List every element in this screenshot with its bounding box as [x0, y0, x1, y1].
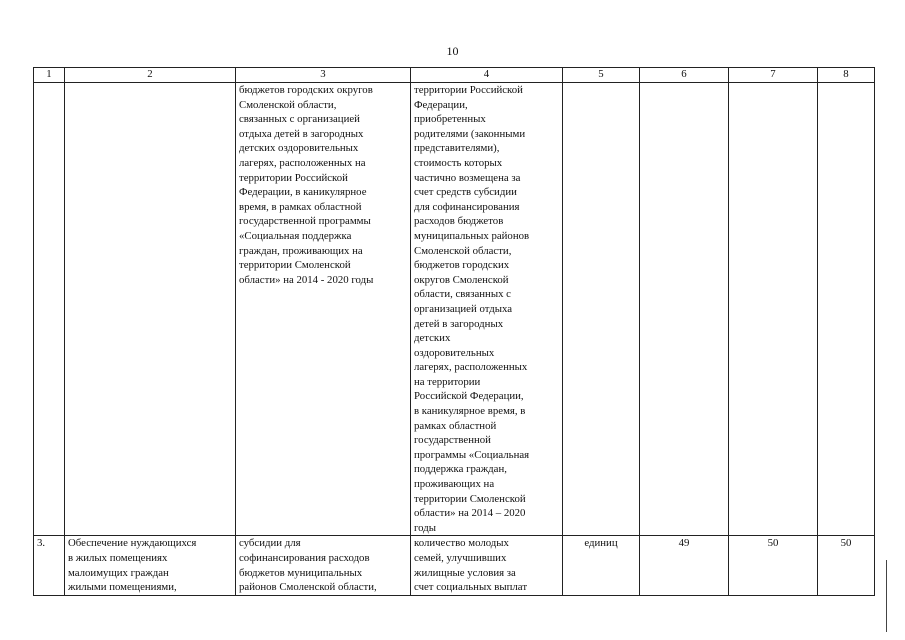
column-number: 5: [563, 68, 640, 83]
item-subsidy-cell: [236, 536, 411, 595]
column-number: 2: [65, 68, 236, 83]
table-cell: [65, 83, 236, 536]
column-number: 1: [34, 68, 65, 83]
cell-text: программы «Социальная: [414, 448, 530, 461]
cell-text: территории Российской: [239, 171, 348, 184]
cell-text: малоимущих граждан: [68, 566, 169, 579]
table-cell: [818, 83, 875, 536]
column-number: 7: [729, 68, 818, 83]
cell-text: связанных с организацией: [239, 113, 360, 126]
cell-text: для софинансирования: [414, 200, 520, 213]
cell-text: Российской Федерации,: [414, 390, 524, 403]
cell-text: проживающих на: [414, 478, 495, 491]
cell-text: приобретенных: [414, 113, 486, 126]
table-cell: [563, 83, 640, 536]
cell-text: лагерях, расположенных на: [239, 156, 366, 169]
cell-text: Смоленской области,: [239, 98, 337, 111]
cell-text: частично возмещена за: [414, 171, 521, 184]
cell-text: в жилых помещениях: [68, 552, 168, 564]
cell-text: бюджетов городских округов: [239, 84, 373, 96]
value-col8-cell: 50: [818, 536, 875, 595]
cell-text: рамках областной: [414, 419, 497, 432]
table-cell: [640, 83, 729, 536]
cell-text: области, связанных с: [414, 288, 511, 301]
cell-text: отдыха детей в загородных: [239, 127, 364, 140]
table-cell: [34, 83, 65, 536]
cell-text: количество молодых: [414, 537, 509, 550]
cell-text: территории Российской: [414, 84, 523, 96]
cell-text: бюджетов городских: [414, 259, 510, 272]
cell-text: лагерях, расположенных: [414, 361, 528, 374]
column-number: 8: [818, 68, 875, 83]
table-cell: [729, 83, 818, 536]
value-col7-cell: 50: [729, 536, 818, 595]
column-number: 6: [640, 68, 729, 83]
cell-text: детей в загородных: [414, 317, 504, 330]
row-number: 3.: [34, 536, 65, 595]
indicators-table: [33, 67, 875, 596]
cell-text: территории Смоленской: [239, 259, 351, 272]
cell-text: в каникулярное время, в: [414, 405, 526, 418]
item-name-cell: [65, 536, 236, 595]
cell-text: Федерации,: [414, 98, 468, 111]
cell-text: расходов бюджетов: [414, 215, 504, 228]
cell-text: «Социальная поддержка: [239, 229, 352, 242]
item-indicator-cell: [411, 536, 563, 595]
scan-edge-mark: [886, 560, 887, 632]
cell-text: счет средств субсидии: [414, 186, 517, 199]
column-number: 3: [236, 68, 411, 83]
cell-text: жилыми помещениями,: [68, 581, 177, 594]
cell-text: оздоровительных: [414, 346, 495, 359]
value-col6-cell: 49: [640, 536, 729, 595]
cell-text: субсидии для: [239, 537, 301, 550]
cell-text: бюджетов муниципальных: [239, 566, 363, 579]
page-number: 10: [446, 44, 459, 58]
table-row-item-3: [34, 536, 875, 595]
cell-text: округов Смоленской: [414, 273, 509, 286]
unit-cell: единиц: [563, 536, 640, 595]
cell-text: области» на 2014 - 2020 годы: [239, 273, 374, 286]
cell-text: Смоленской области,: [414, 244, 512, 257]
cell-text: Обеспечение нуждающихся: [68, 537, 197, 550]
column-number: 4: [411, 68, 563, 83]
cell-text: жилищные условия за: [414, 566, 516, 579]
cell-text: государственной: [414, 434, 491, 447]
column-number-row: [34, 68, 875, 83]
cell-text: годы: [414, 521, 436, 534]
cell-text: счет социальных выплат: [414, 581, 528, 594]
cell-text: районов Смоленской области,: [239, 581, 377, 594]
cell-text: поддержка граждан,: [414, 463, 507, 476]
cell-text: представителями),: [414, 142, 500, 155]
cell-text: софинансирования расходов: [239, 552, 370, 564]
cell-text: территории Смоленской: [414, 492, 526, 505]
cell-text: государственной программы: [239, 215, 371, 228]
continued-col4-cell: [411, 83, 563, 536]
cell-text: граждан, проживающих на: [239, 244, 363, 257]
cell-text: области» на 2014 – 2020: [414, 507, 526, 520]
cell-text: стоимость которых: [414, 156, 503, 169]
cell-text: на территории: [414, 375, 481, 388]
continued-col3-cell: [236, 83, 411, 536]
cell-text: семей, улучшивших: [414, 552, 507, 564]
cell-text: детских: [414, 332, 451, 345]
cell-text: организацией отдыха: [414, 302, 513, 315]
cell-text: Федерации, в каникулярное: [239, 186, 367, 199]
cell-text: родителями (законными: [414, 127, 526, 140]
cell-text: детских оздоровительных: [239, 142, 359, 155]
continued-row: [34, 83, 875, 536]
cell-text: время, в рамках областной: [239, 200, 362, 213]
cell-text: муниципальных районов: [414, 229, 530, 242]
